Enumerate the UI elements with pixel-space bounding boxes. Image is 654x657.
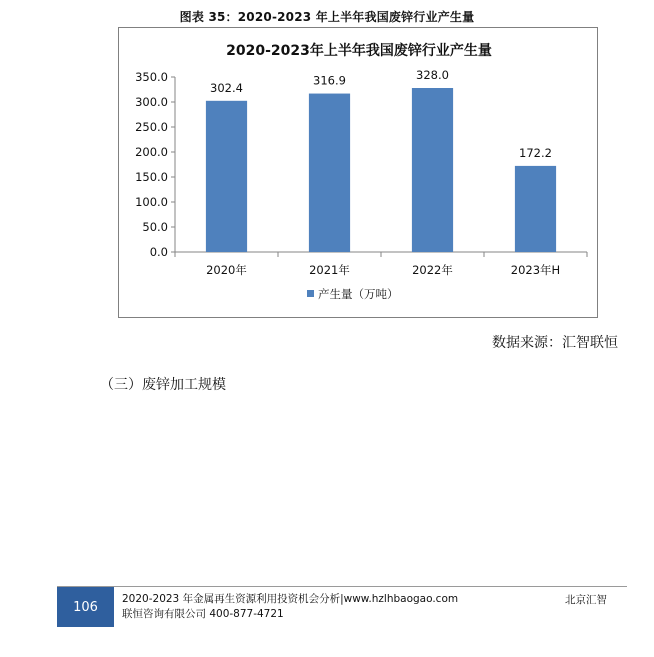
footer-divider (57, 586, 627, 587)
bar-series (206, 68, 556, 252)
chart-title: 2020-2023年上半年我国废锌行业产生量 (226, 43, 492, 59)
legend-label: 产生量（万吨） (318, 287, 399, 301)
x-tick-label: 2023年H (510, 263, 561, 277)
x-tick-label: 2021年 (309, 263, 350, 277)
page-number: 106 (57, 587, 114, 627)
data-label: 302.4 (210, 80, 243, 95)
data-label: 172.2 (519, 145, 552, 160)
x-tick-label: 2020年 (206, 263, 247, 277)
y-tick-label: 150.0 (135, 170, 168, 184)
bar (206, 101, 247, 252)
chart-legend (307, 287, 399, 301)
y-tick-label: 250.0 (135, 120, 168, 134)
footer-line-1: 2020-2023 年金属再生资源利用投资机会分析|www.hzlhbaogao.com (122, 593, 459, 605)
y-tick-label: 200.0 (135, 145, 168, 159)
footer-line-2: 联恒咨询有限公司 400-877-4721 (122, 608, 284, 620)
figure-caption: 图表 35：2020-2023 年上半年我国废锌行业产生量 (179, 10, 475, 24)
data-source: 数据来源：汇智联恒 (492, 335, 618, 351)
bar-chart (119, 28, 599, 319)
y-tick-label: 50.0 (142, 220, 168, 234)
footer-info (122, 592, 522, 622)
bar (412, 88, 453, 252)
legend-swatch (307, 290, 314, 297)
chart-container (118, 27, 598, 318)
y-tick-label: 0.0 (149, 245, 168, 259)
bar (515, 166, 556, 252)
data-label: 316.9 (313, 73, 346, 88)
data-label: 328.0 (416, 68, 449, 82)
x-axis (175, 252, 587, 277)
bar (309, 94, 350, 252)
y-axis (135, 70, 175, 259)
section-heading: （三）废锌加工规模 (100, 377, 226, 393)
x-tick-label: 2022年 (412, 263, 453, 277)
y-tick-label: 350.0 (135, 70, 168, 84)
footer-company: 北京汇智 (565, 594, 607, 606)
y-tick-label: 100.0 (135, 195, 168, 209)
y-tick-label: 300.0 (135, 95, 168, 109)
